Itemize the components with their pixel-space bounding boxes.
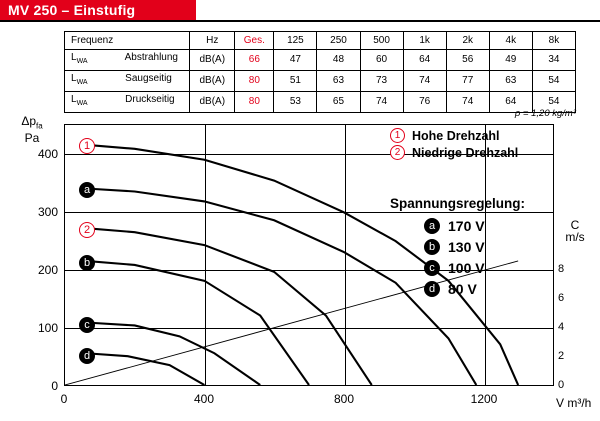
cell-2k: 56 bbox=[446, 50, 489, 71]
table-row bbox=[65, 50, 576, 71]
y-tick-300: 300 bbox=[37, 205, 58, 219]
page-title: MV 250 – Einstufig bbox=[8, 2, 136, 18]
cell-250: 48 bbox=[317, 50, 360, 71]
right-tick-6: 6 bbox=[558, 292, 565, 304]
legend-label: 80 V bbox=[448, 281, 477, 297]
curve-2-niedrige-drehzahl bbox=[86, 228, 372, 385]
y-tick-0: 0 bbox=[51, 379, 58, 393]
x-tick-1200: 1200 bbox=[470, 392, 498, 406]
curve-marker-1: 1 bbox=[79, 138, 95, 154]
voltage-legend-title: Spannungsregelung: bbox=[390, 196, 525, 211]
legend-item-80v bbox=[424, 281, 485, 297]
cell-unit: dB(A) bbox=[190, 92, 235, 113]
cell-125: 51 bbox=[274, 71, 317, 92]
cell-500: 60 bbox=[360, 50, 403, 71]
legend-item-hohe-drehzahl bbox=[390, 128, 590, 143]
header-rule bbox=[0, 20, 600, 22]
cell-1k: 64 bbox=[403, 50, 446, 71]
legend-item-niedrige-drehzahl bbox=[390, 145, 590, 160]
circle-a-icon: a bbox=[424, 218, 440, 234]
cell-125: 47 bbox=[274, 50, 317, 71]
th-hz: Hz bbox=[190, 32, 235, 50]
curve-marker-b: b bbox=[79, 255, 95, 271]
th-500: 500 bbox=[360, 32, 403, 50]
title-banner bbox=[0, 0, 196, 20]
curve-marker-a: a bbox=[79, 182, 95, 198]
y-tick-400: 400 bbox=[37, 147, 58, 161]
x-tick-800: 800 bbox=[333, 392, 355, 406]
table-header-row bbox=[65, 32, 576, 50]
cell-250: 63 bbox=[317, 71, 360, 92]
curve-c-100v bbox=[86, 322, 260, 385]
legend-label: Hohe Drehzahl bbox=[412, 128, 500, 143]
row-label-abstrahlung: $L_{WA}$ Abstrahlung bbox=[65, 50, 190, 71]
cell-unit: dB(A) bbox=[190, 50, 235, 71]
circle-d-icon: d bbox=[424, 281, 440, 297]
cell-8k: 54 bbox=[532, 92, 575, 113]
circle-1-icon: 1 bbox=[390, 128, 405, 143]
x-tick-0: 0 bbox=[60, 392, 68, 406]
th-250: 250 bbox=[317, 32, 360, 50]
density-note: ρ = 1,20 kg/m³ bbox=[514, 108, 576, 119]
voltage-legend bbox=[424, 218, 485, 302]
y-tick-200: 200 bbox=[37, 263, 58, 277]
cell-2k: 74 bbox=[446, 92, 489, 113]
cell-4k: 63 bbox=[489, 71, 532, 92]
circle-b-icon: b bbox=[424, 239, 440, 255]
table-row bbox=[65, 71, 576, 92]
table-row bbox=[65, 92, 576, 113]
right-axis-title: C m/s bbox=[565, 218, 585, 244]
cell-2k: 77 bbox=[446, 71, 489, 92]
cell-ges: 80 bbox=[235, 71, 274, 92]
th-1k: 1k bbox=[403, 32, 446, 50]
curve-marker-d: d bbox=[79, 348, 95, 364]
legend-label: 100 V bbox=[448, 260, 485, 276]
th-frequenz: Frequenz bbox=[65, 32, 190, 50]
circle-2-icon: 2 bbox=[390, 145, 405, 160]
legend-label: 170 V bbox=[448, 218, 485, 234]
x-tick-400: 400 bbox=[193, 392, 215, 406]
curve-d-80v bbox=[86, 353, 205, 385]
curve-b-130v bbox=[86, 261, 309, 385]
cell-500: 73 bbox=[360, 71, 403, 92]
right-tick-8: 8 bbox=[558, 263, 565, 275]
cell-ges: 66 bbox=[235, 50, 274, 71]
curve-marker-2: 2 bbox=[79, 222, 95, 238]
circle-c-icon: c bbox=[424, 260, 440, 276]
legend-label: 130 V bbox=[448, 239, 485, 255]
legend-item-100v bbox=[424, 260, 485, 276]
cell-4k: 64 bbox=[489, 92, 532, 113]
legend-label: Niedrige Drehzahl bbox=[412, 145, 519, 160]
cell-ges: 80 bbox=[235, 92, 274, 113]
right-tick-2: 2 bbox=[558, 350, 565, 362]
right-tick-0: 0 bbox=[558, 379, 565, 391]
cell-unit: dB(A) bbox=[190, 71, 235, 92]
th-125: 125 bbox=[274, 32, 317, 50]
legend-item-170v bbox=[424, 218, 485, 234]
curve-marker-c: c bbox=[79, 317, 95, 333]
y-tick-100: 100 bbox=[37, 321, 58, 335]
cell-8k: 54 bbox=[532, 71, 575, 92]
cell-500: 74 bbox=[360, 92, 403, 113]
cell-250: 65 bbox=[317, 92, 360, 113]
th-2k: 2k bbox=[446, 32, 489, 50]
row-label-druckseitig: $L_{WA}$ Druckseitig bbox=[65, 92, 190, 113]
th-8k: 8k bbox=[532, 32, 575, 50]
legend-item-130v bbox=[424, 239, 485, 255]
th-4k: 4k bbox=[489, 32, 532, 50]
th-ges: Ges. bbox=[235, 32, 274, 50]
cell-8k: 34 bbox=[532, 50, 575, 71]
cell-125: 53 bbox=[274, 92, 317, 113]
cell-4k: 49 bbox=[489, 50, 532, 71]
y-axis-title: $\Delta p_{fa}$ Pa bbox=[21, 114, 43, 146]
curve-a-170v bbox=[86, 189, 476, 385]
cell-1k: 76 bbox=[403, 92, 446, 113]
x-axis-title: V m³/h bbox=[556, 396, 592, 410]
speed-legend bbox=[390, 128, 590, 162]
cell-1k: 74 bbox=[403, 71, 446, 92]
acoustic-data-table bbox=[64, 31, 576, 119]
right-tick-4: 4 bbox=[558, 321, 565, 333]
row-label-saugseitig: $L_{WA}$ Saugseitig bbox=[65, 71, 190, 92]
